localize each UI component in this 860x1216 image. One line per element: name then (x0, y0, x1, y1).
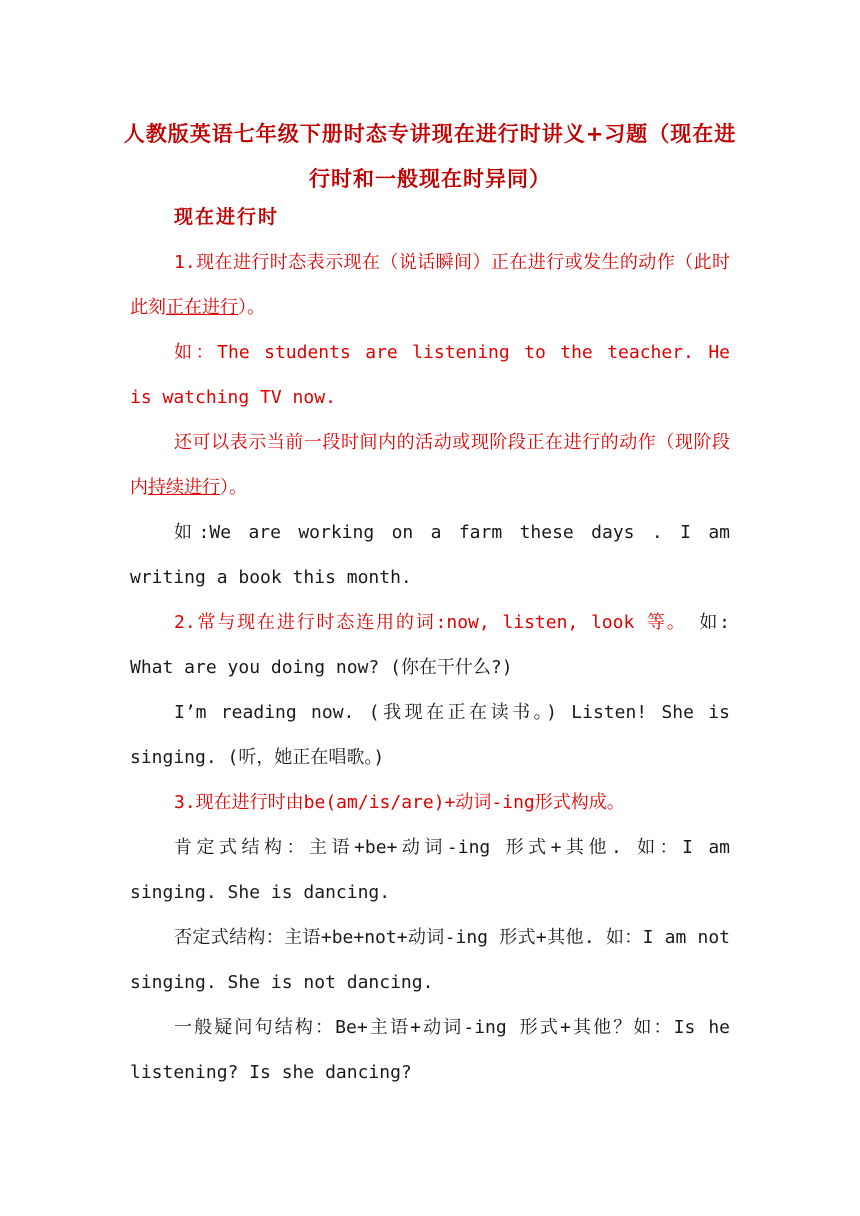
definition-underlined: 正在进行 (166, 297, 238, 318)
definition-text: 1.现在进行时态表示现在（说话瞬间）正在进行或发生的动作（此时此刻 (130, 252, 730, 318)
paragraph-structure: 3.现在进行时由be(am/is/are)+动词-ing形式构成。 (174, 792, 625, 813)
paragraph-example-2: 如:We are working on a farm these days . I am writing a book this month. (130, 522, 730, 588)
period-usage-text: 还可以表示当前一段时间内的活动或现阶段正在进行的动作（现阶段内 (130, 432, 730, 498)
document-title: 人教版英语七年级下册时态专讲现在进行时讲义+习题（现在进行时和一般现在时异同） (123, 122, 737, 191)
paragraph-question: 一般疑问句结构：Be+主语+动词-ing 形式+其他？如：Is he listening? Is she dancing? (130, 1017, 730, 1083)
paragraph-signal-words (130, 600, 730, 690)
paragraph-example-1: 如：The students are listening to the teacher. He is watching TV now. (130, 342, 730, 408)
paragraph-example-3: I’m reading now. (我现在正在读书。) Listen! She is singing. (听，她正在唱歌。) (130, 702, 730, 768)
paragraph-definition (130, 240, 730, 330)
definition-end: ）。 (238, 297, 265, 318)
signal-words-text: 2.常与现在进行时态连用的词:now, listen, look 等。 (174, 612, 687, 633)
paragraph-negative: 否定式结构：主语+be+not+动词-ing 形式+其他. 如：I am not singing. She is not dancing. (130, 927, 730, 993)
period-usage-end: ）。 (220, 477, 247, 498)
signal-words-example: 如: What are you doing now? (你在干什么?) (130, 612, 730, 678)
section-heading: 现在进行时 (174, 206, 280, 228)
paragraph-affirmative: 肯定式结构：主语+be+动词-ing 形式+其他. 如：I am singing. She is dancing. (130, 837, 730, 903)
paragraph-period-usage (130, 420, 730, 510)
period-usage-underlined: 持续进行 (148, 477, 220, 498)
